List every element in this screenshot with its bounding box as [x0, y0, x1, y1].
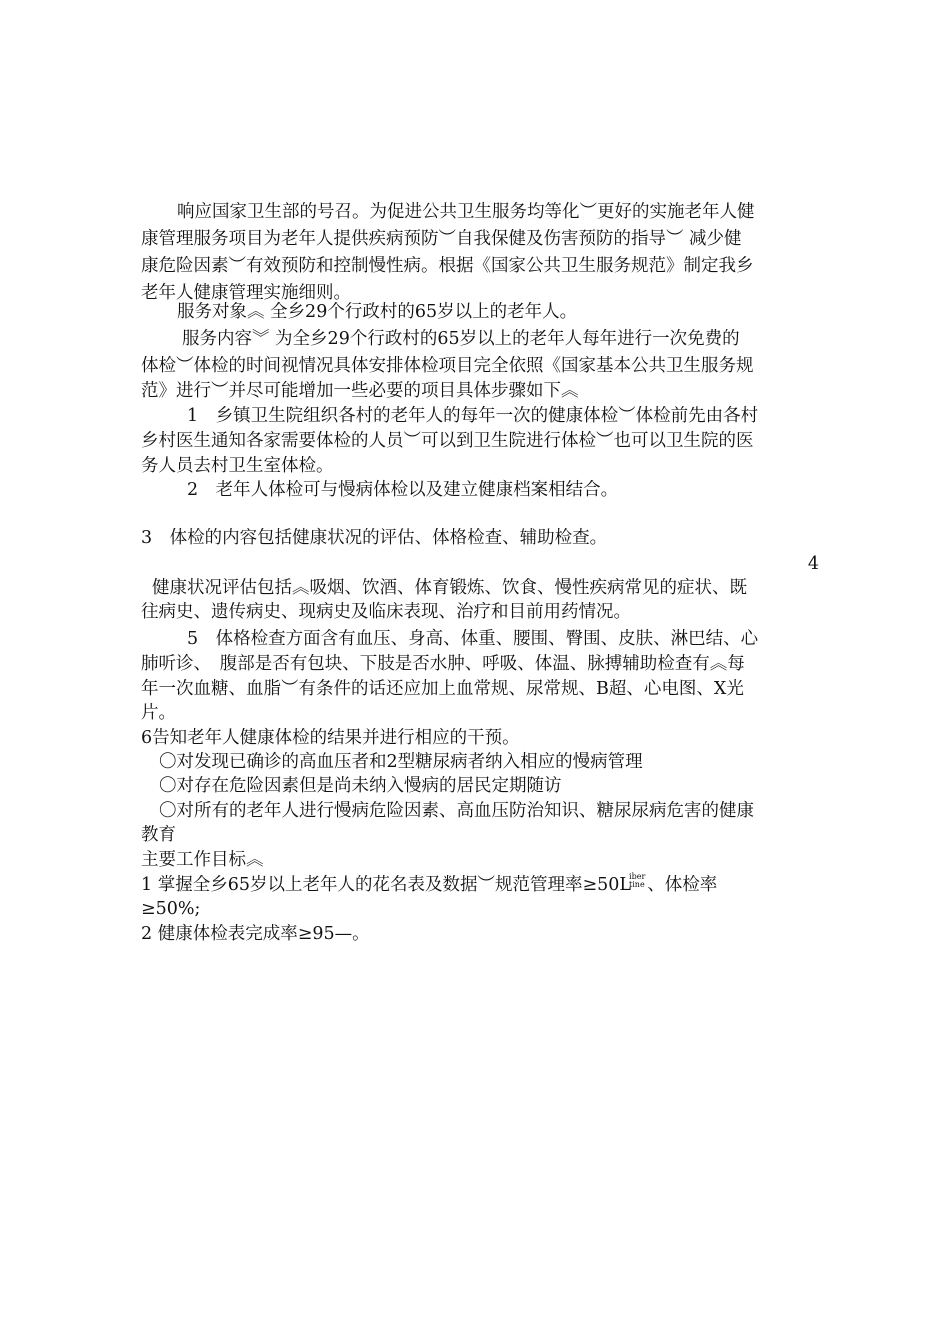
bullet-1: 〇对发现已确诊的高血压者和2型糖尿病者纳入相应的慢病管理 — [159, 752, 643, 772]
service-content-line-1: 服务内容︾ 为全乡29个行政村的65岁以上的老年人每年进行一次免费的 — [182, 329, 740, 349]
goals-heading: 主要工作目标︽ — [141, 850, 264, 870]
intro-line-1: 响应国家卫生部的号召。为促进公共卫生服务均等化︶更好的实施老年人健 — [177, 202, 755, 222]
bullet-3: 〇对所有的老年人进行慢病危险因素、高血压防治知识、糖尿尿病危害的健康 — [159, 801, 754, 821]
item-4-number: 4 — [807, 554, 819, 574]
item-4-line-2: 往病史、遗传病史、现病史及临床表现、治疗和目前用药情况。 — [141, 602, 631, 622]
goal-1-line-1 — [141, 873, 717, 897]
item-3: 3 体检的内容包括健康状况的评估、体格检查、辅助检查。 — [141, 528, 608, 548]
item-1-line-3: 务人员去村卫生室体检。 — [141, 456, 334, 476]
goal-1-line-2: ≥50%; — [141, 899, 201, 919]
goal-1-superscript — [629, 873, 645, 889]
intro-line-3: 康危险因素︶有效预防和控制慢性病。根据《国家公共卫生服务规范》制定我乡 — [141, 256, 754, 276]
item-5-line-3: 年一次血糖、血脂︶有条件的话还应加上血常规、尿常规、B超、心电图、X光 — [141, 679, 744, 699]
item-1-line-1: 1 乡镇卫生院组织各村的老年人的每年一次的健康体检︶体检前先由各村 — [187, 406, 759, 426]
service-content-line-3: 范》进行︶并尽可能增加一些必要的项目具体步骤如下︽ — [141, 381, 579, 401]
item-4-line-1: 健康状况评估包括︽吸烟、饮酒、体育锻炼、饮食、慢性疾病常见的症状、既 — [152, 578, 747, 598]
intro-line-2: 康管理服务项目为老年人提供疾病预防︶自我保健及伤害预防的指导︶ 减少健 — [141, 229, 742, 249]
goal-2: 2 健康体检表完成率≥95—。 — [141, 924, 370, 944]
goal-1-glyph: L — [619, 875, 632, 895]
bullet-3-continuation: 教育 — [141, 825, 176, 845]
item-5-line-4: 片。 — [141, 703, 176, 723]
goal-1-text: 1 掌握全乡65岁以上老年人的花名表及数据︶规范管理率≥50 — [141, 875, 620, 895]
service-content-line-2: 体检︶体检的时间视情况具体安排体检项目完全依照《国家基本公共卫生服务规 — [141, 356, 754, 376]
goal-1-text-tail: 、体检率 — [647, 875, 718, 895]
item-2: 2 老年人体检可与慢病体检以及建立健康档案相结合。 — [187, 480, 619, 500]
item-6: 6告知老年人健康体检的结果并进行相应的干预。 — [141, 728, 520, 748]
intro-line-4: 老年人健康管理实施细则。 — [141, 283, 351, 303]
goal-1-sup-bottom: tine — [629, 880, 645, 889]
bullet-2: 〇对存在危险因素但是尚未纳入慢病的居民定期随访 — [159, 776, 562, 796]
item-5-line-2: 肺听诊、 腹部是否有包块、下肢是否水肿、呼吸、体温、脉搏辅助检查有︽每 — [141, 654, 745, 674]
service-target: 服务对象︽ 全乡29个行政村的65岁以上的老年人。 — [177, 302, 578, 322]
goal-1-sup-top: iber — [629, 872, 646, 881]
item-5-line-1: 5 体格检查方面含有血压、身高、体重、腰围、臀围、皮肤、淋巴结、心 — [187, 629, 759, 649]
item-1-line-2: 乡村医生通知各家需要体检的人员︶可以到卫生院进行体检︶也可以卫生院的医 — [141, 431, 754, 451]
